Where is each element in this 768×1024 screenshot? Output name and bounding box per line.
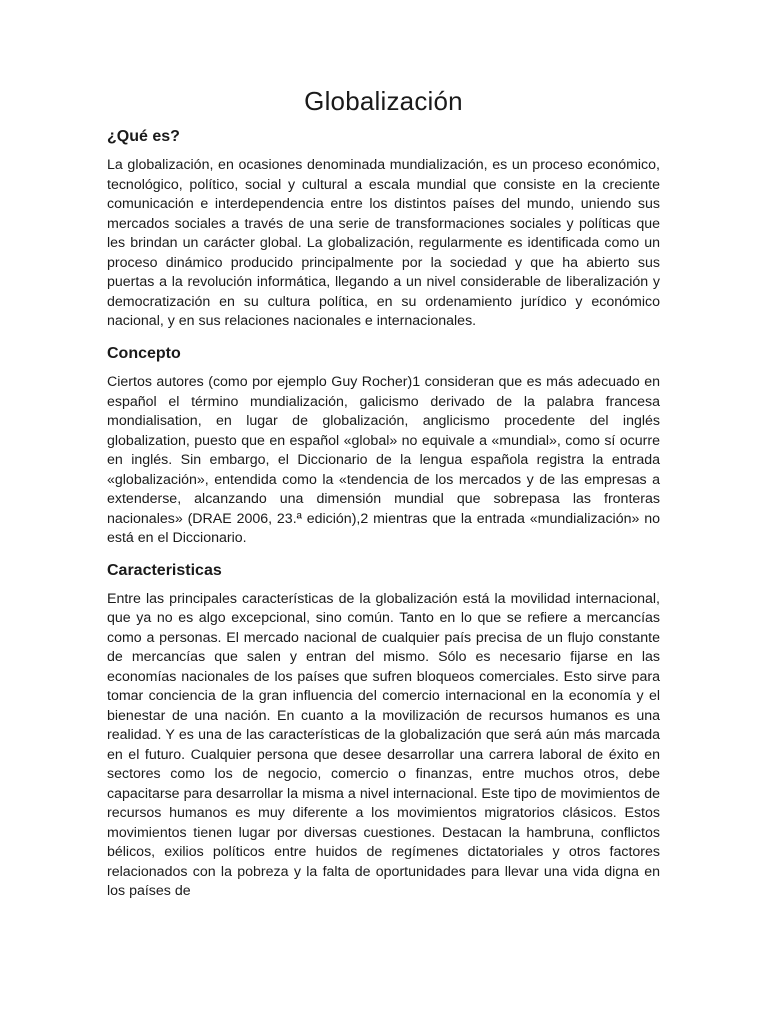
section-que-es	[107, 127, 660, 332]
document-page	[107, 86, 660, 914]
section-heading: ¿Qué es?	[107, 128, 180, 146]
section-heading: Concepto	[107, 344, 181, 362]
section-concepto	[107, 344, 660, 549]
document-title: Globalización	[304, 86, 463, 116]
section-heading: Caracteristicas	[107, 561, 222, 579]
section-paragraph: Entre las principales características de la globalización está la movilidad internacional, que ya no es algo excepcional, sino común. Tanto en lo que se refiere a mercancías como a personas. El mercado nacional de cualquier país precisa de un flujo constante de mercancías que salen y entran del mismo. Sólo es necesario fijarse en las economías nacionales de los países que sufren bloqueos comerciales. Esto sirve para tomar conciencia de la gran influencia del comercio internacional en la economía y el bienestar de una nación. En cuanto a la movilización de recursos humanos es una realidad. Y es una de las características de la globalización que será aún más marcada en el futuro. Cualquier persona que desee desarrollar una carrera laboral de éxito en sectores como los de negocio, comercio o finanzas, entre muchos otros, debe capacitarse para desarrollar la misma a nivel internacional. Este tipo de movimientos de recursos humanos es muy diferente a los movimientos migratorios clásicos. Estos movimientos tienen lugar por diversas cuestiones. Destacan la hambruna, conflictos bélicos, exilios políticos entre huidos de regímenes dictatoriales y otros factores relacionados con la pobreza y la falta de oportunidades para llevar una vida digna en los países de	[107, 590, 660, 900]
section-paragraph: Ciertos autores (como por ejemplo Guy Rocher)1 consideran que es más adecuado en español el término mundialización, galicismo derivado de la palabra francesa mondialisation, en lugar de globalización, anglicismo procedente del inglés globalization, puesto que en español «global» no equivale a «mundial», como sí ocurre en inglés. Sin embargo, el Diccionario de la lengua española registra la entrada «globalización», entendida como la «tendencia de los mercados y de las empresas a extenderse, alcanzando una dimensión mundial que sobrepasa las fronteras nacionales» (DRAE 2006, 23.ª edición),2 mientras que la entrada «mundialización» no está en el Diccionario.	[107, 374, 660, 547]
section-caracteristicas	[107, 561, 660, 902]
section-paragraph: La globalización, en ocasiones denominada mundialización, es un proceso económico, tecnológico, político, social y cultural a escala mundial que consiste en la creciente comunicación e interdependencia entre los distintos países del mundo, uniendo sus mercados sociales a través de una serie de transformaciones sociales y políticas que les brindan un carácter global. La globalización, regularmente es identificada como un proceso dinámico producido principalmente por la sociedad y que ha abierto sus puertas a la revolución informática, llegando a un nivel considerable de liberalización y democratización en su cultura política, en su ordenamiento jurídico y económico nacional, y en sus relaciones nacionales e internacionales.	[107, 157, 660, 330]
